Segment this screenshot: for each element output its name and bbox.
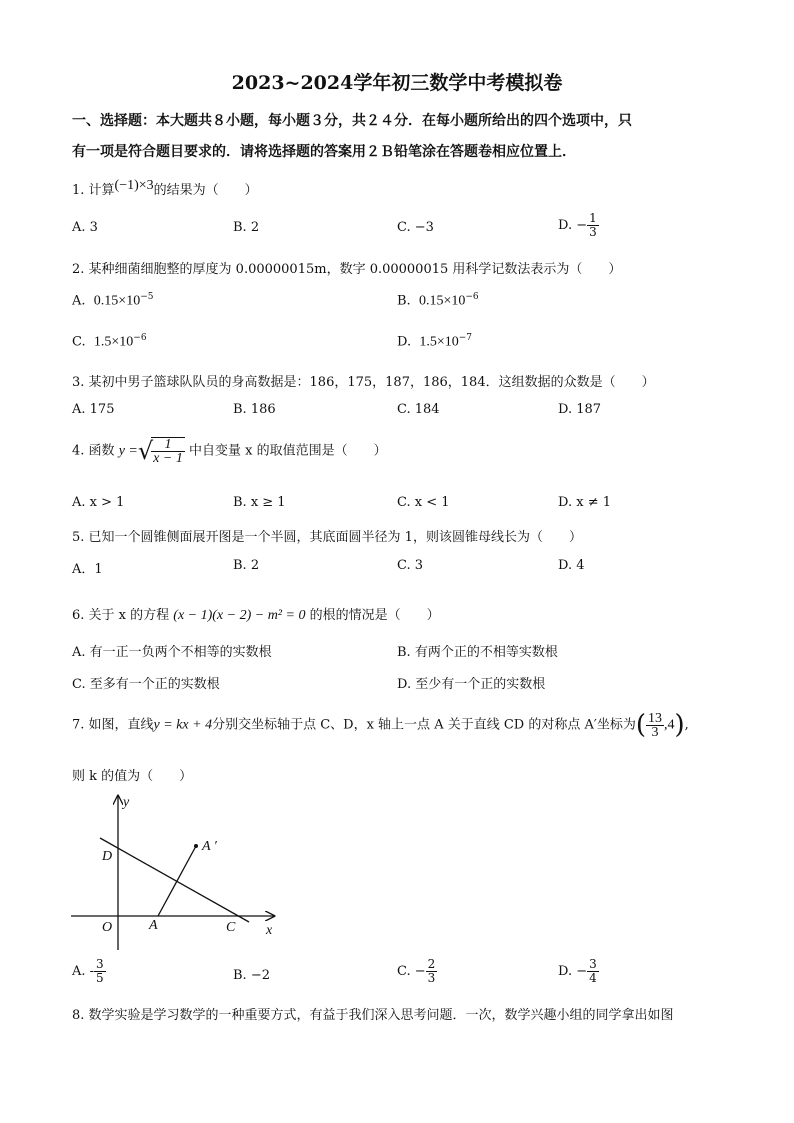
q2-c-base: 1.5×10 (93, 334, 134, 350)
q4-option-c: C. x < 1 (397, 495, 450, 510)
q2-d-exponent: −7 (458, 333, 473, 343)
q2-option-c (72, 333, 147, 350)
q1-option-c: C. −3 (397, 220, 434, 235)
question-7-line-2: 则 k 的值为（ ） (72, 769, 193, 784)
q4-option-d: D. x ≠ 1 (558, 495, 611, 510)
q7-c-denominator: 3 (427, 971, 436, 985)
q7-coord-y: ,4 (663, 717, 675, 733)
q2-a-base: 0.15×10 (93, 293, 141, 309)
question-4-fraction (151, 437, 185, 465)
q1-option-a: A. 3 (72, 220, 98, 235)
section-heading-line-2: 有一项是符合题目要求的．请将选择题的答案用２Ｂ铅笔涂在答题卷相应位置上． (72, 144, 576, 160)
q1-option-d (558, 212, 599, 239)
left-paren-icon: ( (635, 710, 646, 740)
q2-a-label: A. (72, 293, 86, 309)
q2-c-exponent: −6 (133, 333, 147, 343)
sqrt-sign-icon: √ (137, 437, 154, 465)
line-cd (100, 838, 249, 922)
coordinate-figure (66, 790, 286, 950)
right-paren-icon: ) (674, 710, 685, 740)
question-7-line-expression: y = kx + 4 (153, 717, 213, 733)
q2-b-exponent: −6 (465, 292, 479, 302)
question-1-prefix: 1. 计算 (72, 183, 115, 198)
q2-option-d (397, 333, 472, 350)
q2-d-label: D. (397, 334, 412, 350)
q6-option-d: D. 至少有一个正的实数根 (397, 677, 546, 692)
q2-b-label: B. (397, 293, 411, 309)
q2-option-b (397, 292, 479, 309)
q3-option-a: A. 175 (72, 402, 115, 417)
question-7-prefix: 7. 如图，直线 (72, 717, 154, 733)
section-heading-line-1: 一、选择题：本大题共８小题，每小题３分，共２４分．在每小题所给出的四个选项中，只 (72, 113, 632, 129)
q4-numerator: 1 (151, 438, 185, 452)
question-5: 5. 已知一个圆锥侧面展开图是一个半圆，其底面圆半径为 1，则该圆锥母线长为（ ） (72, 530, 582, 545)
q7-a-label: A. - (72, 964, 95, 979)
point-a-prime-dot (194, 844, 198, 848)
point-d-label: D (102, 849, 113, 864)
q4-option-b: B. x ≥ 1 (233, 495, 286, 510)
q4-option-a: A. x > 1 (72, 495, 125, 510)
q5-option-d: D. 4 (558, 558, 585, 573)
q7-c-fraction (426, 958, 438, 985)
q7-coord-denominator: 3 (651, 724, 659, 740)
point-c-label: C (226, 920, 236, 935)
q7-option-d (558, 958, 599, 985)
question-4 (72, 437, 387, 465)
q7-c-numerator: 2 (427, 957, 436, 971)
q7-a-fraction (94, 958, 106, 985)
q1-d-denominator: 3 (589, 225, 597, 239)
question-1-expression: (−1)×3 (114, 178, 154, 193)
q7-a-numerator: 3 (96, 957, 104, 971)
q7-coord-numerator: 13 (647, 710, 662, 726)
q7-d-label: D. − (558, 964, 588, 979)
q6-option-b: B. 有两个正的不相等实数根 (397, 645, 558, 660)
x-axis-label: x (266, 923, 273, 938)
q2-c-label: C. (72, 334, 86, 350)
q3-option-b: B. 186 (233, 402, 276, 417)
q1-option-b: B. 2 (233, 220, 260, 235)
q2-d-base: 1.5×10 (419, 334, 459, 350)
q6-option-c: C. 至多有一个正的实数根 (72, 677, 220, 692)
question-4-suffix: 中自变量 x 的取值范围是（ ） (188, 443, 387, 459)
point-a-prime-label: A ′ (202, 839, 217, 854)
question-6-suffix: 的根的情况是（ ） (309, 608, 440, 623)
q1-option-d-label: D. − (558, 218, 588, 233)
q2-b-base: 0.15×10 (418, 293, 466, 309)
q7-option-c (397, 958, 437, 985)
q7-option-a (72, 958, 106, 985)
question-3: 3. 某初中男子篮球队队员的身高数据是：186，175，187，186，184．这组数据的众数是（ ） (72, 375, 655, 390)
origin-label: O (102, 920, 113, 935)
question-2: 2. 某种细菌细胞整的厚度为 0.00000015m，数字 0.00000015 用科学记数法表示为（ ） (72, 262, 622, 277)
question-7-coordinate-fraction (646, 712, 664, 739)
q7-d-numerator: 3 (589, 957, 597, 971)
q6-option-a: A. 有一正一负两个不相等的实数根 (72, 645, 272, 660)
question-7-middle: 分别交坐标轴于点 C、D，x 轴上一点 A 关于直线 CD 的对称点 A′坐标为 (212, 717, 636, 733)
q5-option-b: B. 2 (233, 558, 260, 573)
q7-c-label: C. − (397, 964, 426, 979)
question-7: 7. 如图，直线y = kx + 4分别交坐标轴于点 C、D，x 轴上一点 A 关于直线 CD 的对称点 A′坐标为( $\frac{13}{3}$ ,4), (72, 710, 689, 740)
question-1 (72, 178, 258, 198)
question-8: 8. 数学实验是学习数学的一种重要方式，有益于我们深入思考问题．一次，数学兴趣小组的同学拿出如图 (72, 1008, 674, 1023)
q1-option-d-fraction (587, 212, 599, 239)
q5-option-a: A．1 (72, 562, 103, 577)
q2-a-exponent: −5 (140, 292, 154, 302)
question-4-lhs: y = (118, 443, 138, 459)
q7-a-denominator: 5 (96, 971, 104, 985)
q7-option-b: B. −2 (233, 968, 270, 983)
q7-d-fraction (587, 958, 599, 985)
q3-option-d: D. 187 (558, 402, 602, 417)
question-6-equation: (x − 1)(x − 2) − m² = 0 (173, 608, 306, 623)
question-4-prefix: 4. 函数 (72, 443, 115, 459)
page-title: 2023~2024学年初三数学中考模拟卷 (231, 72, 563, 94)
y-axis-label: y (123, 795, 130, 810)
q5-option-c: C. 3 (397, 558, 424, 573)
q2-option-a (72, 292, 153, 309)
segment-a-a-prime (158, 846, 196, 916)
question-6-prefix: 6. 关于 x 的方程 (72, 608, 170, 623)
q7-d-denominator: 4 (589, 971, 597, 985)
question-6 (72, 604, 440, 624)
question-1-suffix: 的结果为（ ） (153, 183, 258, 198)
q4-denominator: x − 1 (153, 451, 183, 466)
point-a-label: A (149, 918, 158, 933)
q3-option-c: C. 184 (397, 402, 440, 417)
q1-d-numerator: 1 (589, 211, 597, 225)
